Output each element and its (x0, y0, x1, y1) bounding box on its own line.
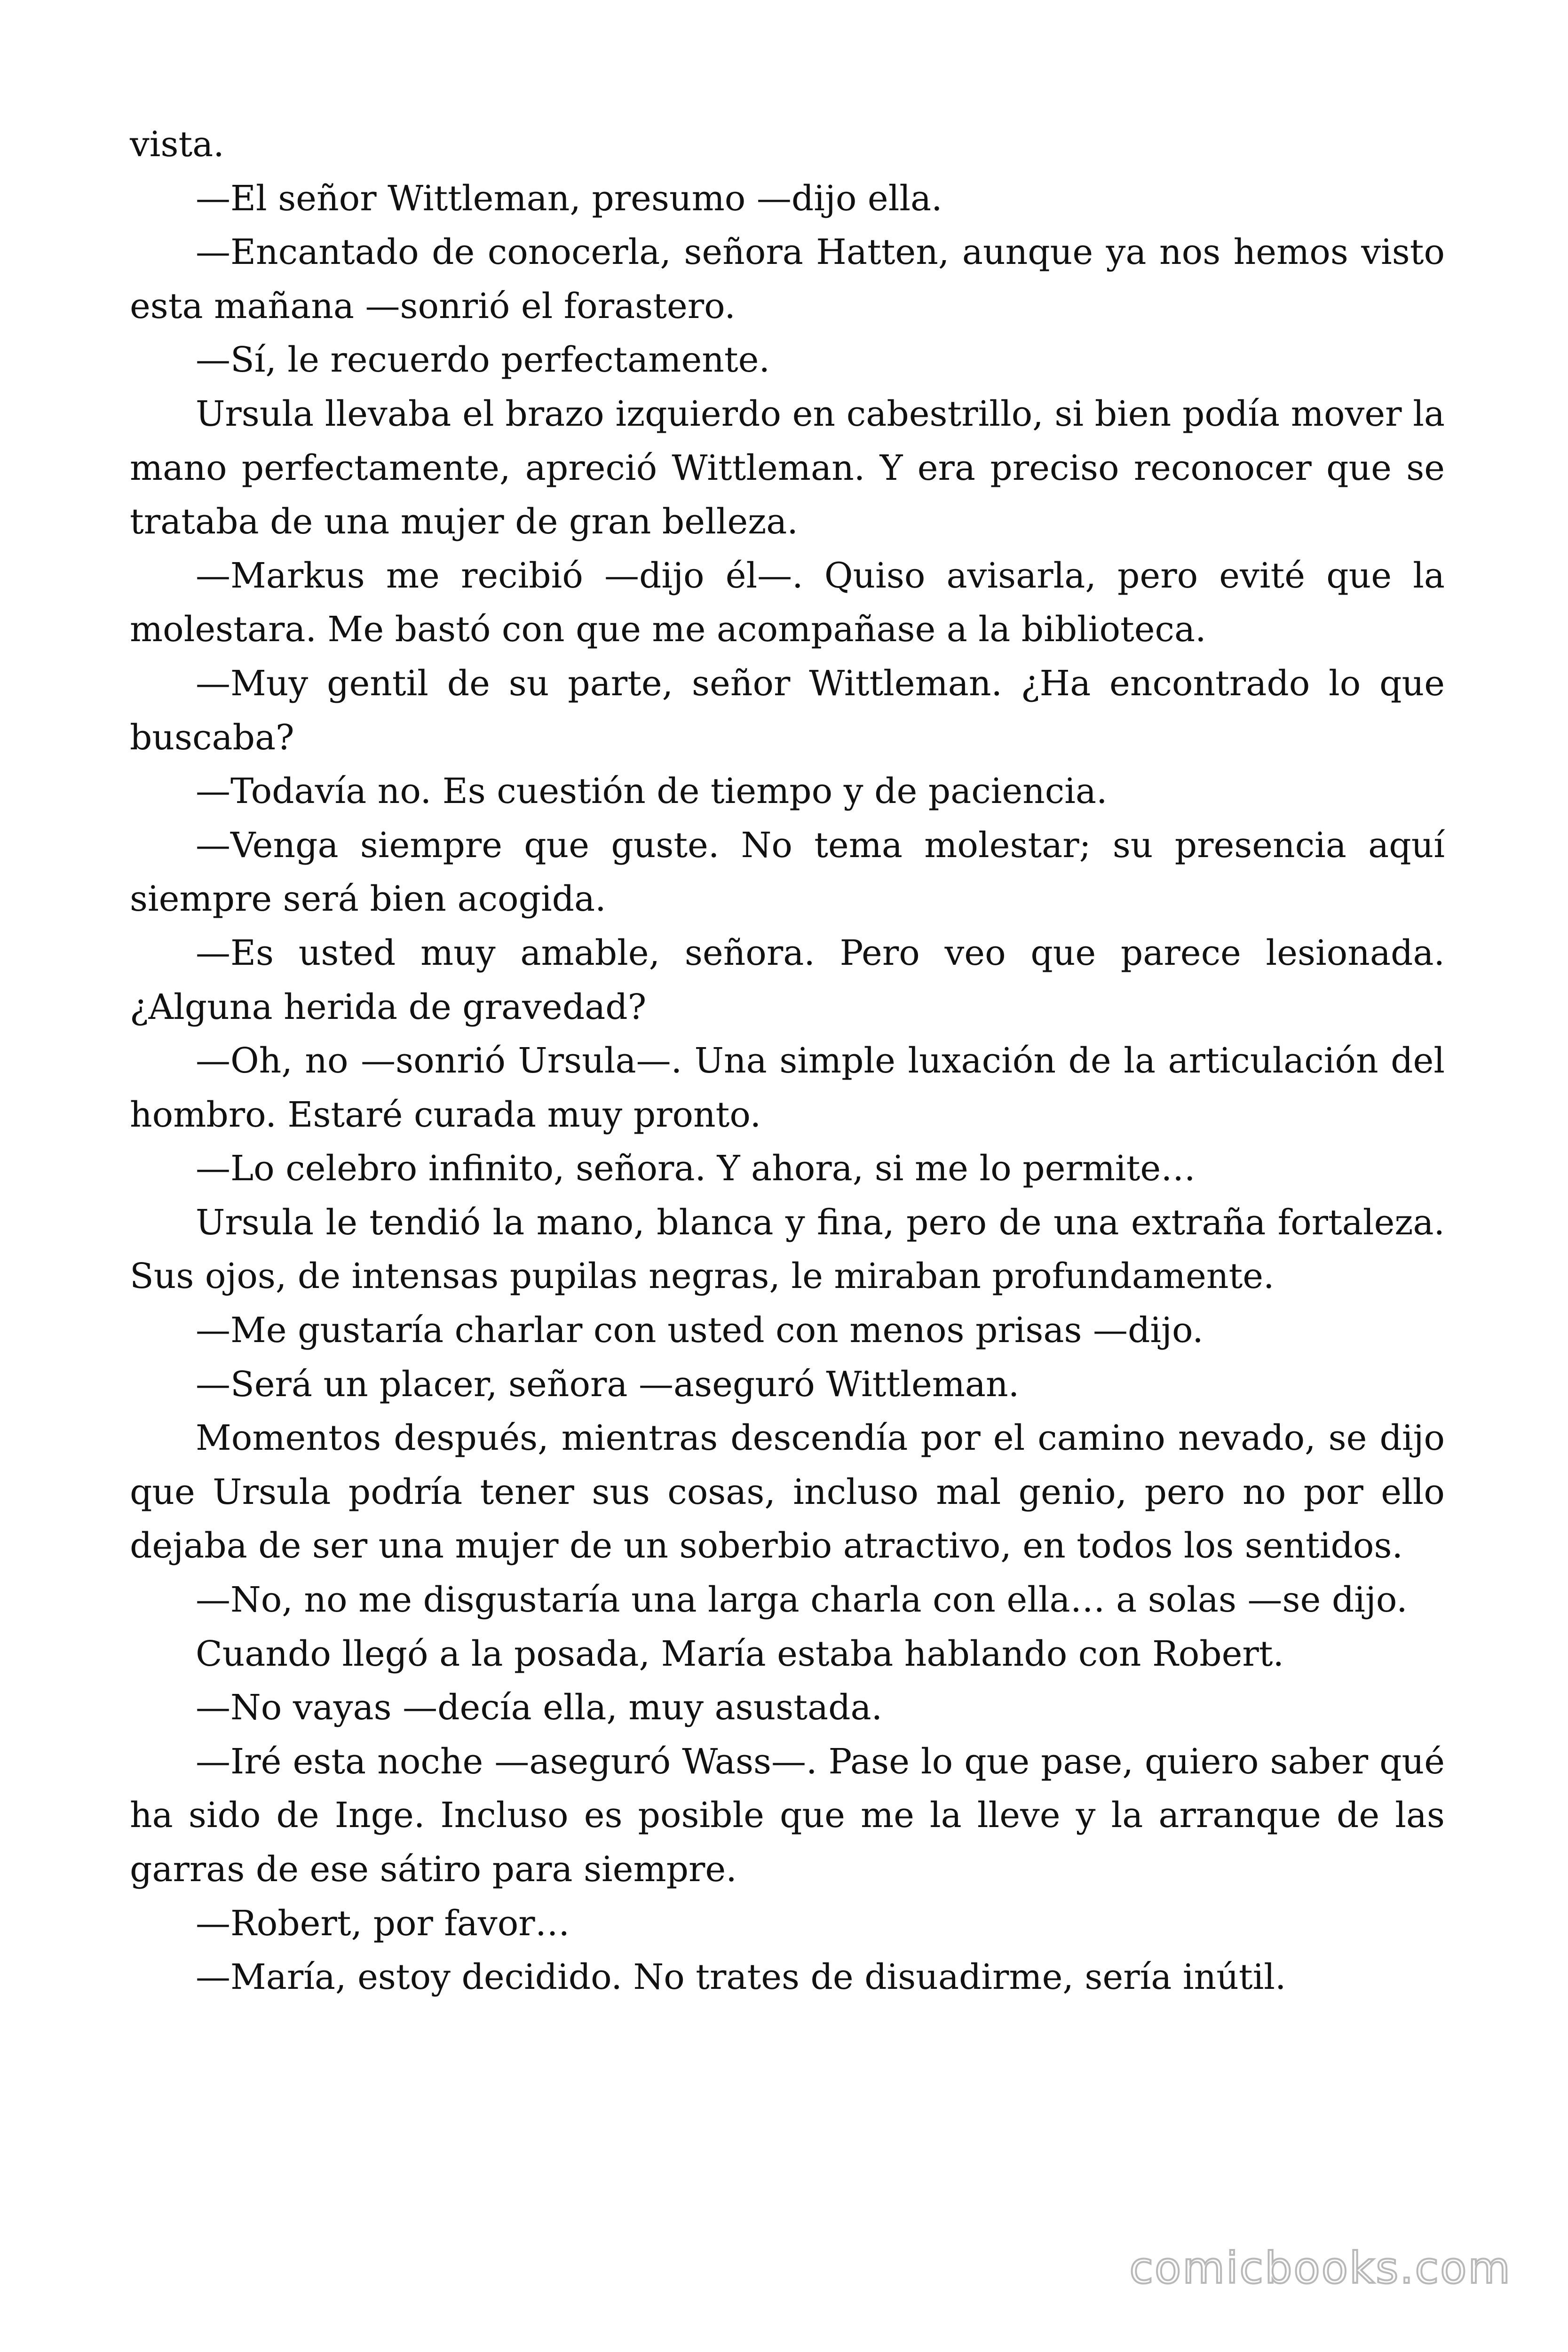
paragraph: —Robert, por favor… (196, 1903, 570, 1944)
paragraph: —Sí, le recuerdo perfectamente. (196, 340, 770, 381)
paragraph: vista. (130, 124, 224, 165)
paragraph: —Es usted muy amable, señora. Pero veo que parece lesionada. ¿Alguna herida de gravedad? (130, 932, 1445, 1027)
paragraph: Cuando llegó a la posada, María estaba hablando con Robert. (196, 1633, 1284, 1674)
paragraph: —No vayas —decía ella, muy asustada. (196, 1687, 883, 1728)
paragraph: Ursula llevaba el brazo izquierdo en cabestrillo, si bien podía mover la mano perfectamente, apreció Wittleman. Y era preciso reconocer que se trataba de una mujer de gran belleza. (130, 393, 1445, 542)
paragraph: —Será un placer, señora —aseguró Wittleman. (196, 1364, 1020, 1405)
paragraph: —Encantado de conocerla, señora Hatten, aunque ya nos hemos visto esta mañana —sonrió el forastero. (130, 232, 1445, 326)
paragraph: —Venga siempre que guste. No tema molestar; su presencia aquí siempre será bien acogida. (130, 825, 1445, 920)
paragraph: —Muy gentil de su parte, señor Wittleman. ¿Ha encontrado lo que buscaba? (130, 663, 1445, 758)
paragraph: —No, no me disgustaría una larga charla con ella… a solas —se dijo. (196, 1580, 1408, 1621)
paragraph: —Oh, no —sonrió Ursula—. Una simple luxación de la articulación del hombro. Estaré curada muy pronto. (130, 1041, 1445, 1135)
watermark: comicbooks.com (1129, 2243, 1512, 2293)
page-text (130, 118, 1445, 2004)
paragraph: —Markus me recibió —dijo él—. Quiso avisarla, pero evité que la molestara. Me bastó con que me acompañase a la biblioteca. (130, 555, 1445, 650)
paragraph: Momentos después, mientras descendía por el camino nevado, se dijo que Ursula podría tener sus cosas, incluso mal genio, pero no por ello dejaba de ser una mujer de un soberbio atractivo, en todos los sentidos. (130, 1418, 1445, 1566)
paragraph: —Iré esta noche —aseguró Wass—. Pase lo que pase, quiero saber qué ha sido de Inge. Incluso es posible que me la lleve y la arranque de las garras de ese sátiro para siempre. (130, 1741, 1445, 1890)
paragraph: —Todavía no. Es cuestión de tiempo y de paciencia. (196, 771, 1108, 812)
paragraph: —Me gustaría charlar con usted con menos prisas —dijo. (196, 1310, 1204, 1351)
paragraph: Ursula le tendió la mano, blanca y fina, pero de una extraña fortaleza. Sus ojos, de intensas pupilas negras, le miraban profundamente. (130, 1202, 1445, 1297)
paragraph: —María, estoy decidido. No trates de disuadirme, sería inútil. (196, 1957, 1286, 1998)
paragraph: —Lo celebro infinito, señora. Y ahora, si me lo permite… (196, 1148, 1196, 1189)
paragraph: —El señor Wittleman, presumo —dijo ella. (196, 178, 942, 219)
